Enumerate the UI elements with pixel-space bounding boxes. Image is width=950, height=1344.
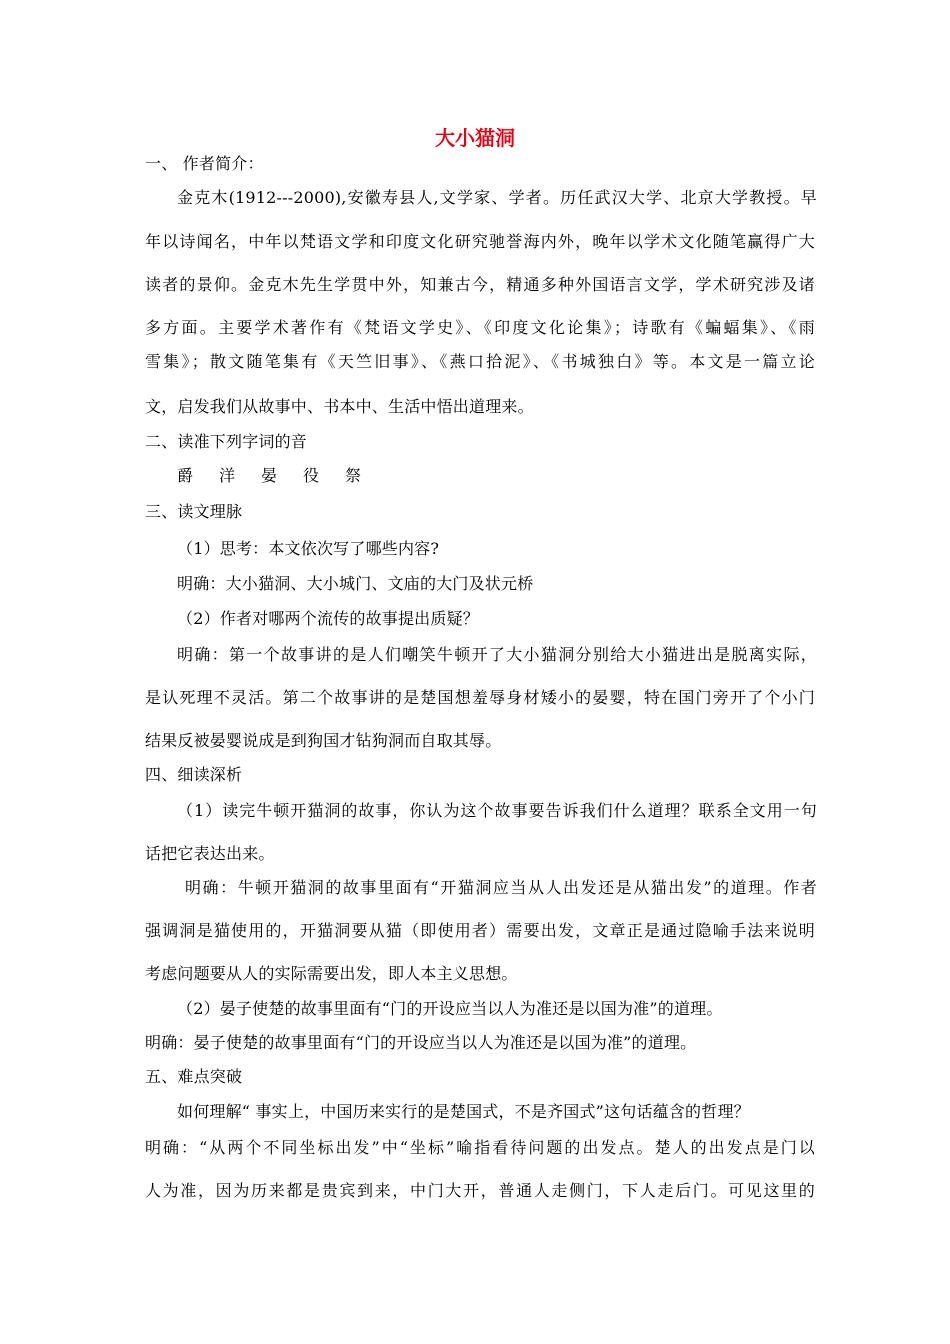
paragraph-line: 读者的景仰。金克木先生学贯中外，知兼古今，精通多种外国语言文学，学术研究涉及诸 xyxy=(145,275,815,294)
section-heading-pronunciation: 二、读准下列字词的音 xyxy=(145,432,308,451)
section-heading-author: 一、 作者简介： xyxy=(145,154,264,173)
paragraph-line: 金克木(1912---2000),安徽寿县人,文学家、学者。历任武汉大学、北京大学教授。早 xyxy=(177,188,817,207)
paragraph-line: 考虑问题要从人的实际需要出发，即人本主义思想。 xyxy=(145,964,518,983)
paragraph-line: 多方面。主要学术著作有《梵语文学史》、《印度文化论集》；诗歌有《蝙蝠集》、《雨 xyxy=(145,318,815,337)
paragraph-line: 话把它表达出来。 xyxy=(145,844,275,863)
paragraph-line: 结果反被晏婴说成是到狗国才钻狗洞而自取其辱。 xyxy=(145,731,502,750)
pronunciation-char: 晏 xyxy=(261,466,278,485)
question-line: （2）作者对哪两个流传的故事提出质疑？ xyxy=(177,609,479,628)
paragraph-line: 文，启发我们从故事中、书本中、生活中悟出道理来。 xyxy=(145,397,534,416)
question-line: （2）晏子使楚的故事里面有“门的开设应当以人为准还是以国为准”的道理。 xyxy=(177,999,723,1018)
document-title: 大小猫洞 xyxy=(435,126,515,150)
paragraph-line: 人为准，因为历来都是贵宾到来，中门大开，普通人走侧门，下人走后门。可见这里的 xyxy=(145,1181,815,1200)
pronunciation-char: 洋 xyxy=(219,466,236,485)
question-line: （1）读完牛顿开猫洞的故事，你认为这个故事要告诉我们什么道理？联系全文用一句 xyxy=(177,801,817,820)
answer-line: 明确：大小猫洞、大小城门、文庙的大门及状元桥 xyxy=(177,574,534,593)
answer-line: 明确：晏子使楚的故事里面有“门的开设应当以人为准还是以国为准”的道理。 xyxy=(145,1033,697,1052)
section-heading-structure: 三、读文理脉 xyxy=(145,502,243,521)
pronunciation-char: 爵 xyxy=(177,466,194,485)
pronunciation-char: 祭 xyxy=(345,466,362,485)
answer-line: 明确：“从两个不同坐标出发”中“坐标”喻指看待问题的出发点。楚人的出发点是门以 xyxy=(145,1138,815,1157)
answer-line: 明确：第一个故事讲的是人们嘲笑牛顿开了大小猫洞分别给大小猫进出是脱离实际， xyxy=(177,645,817,664)
paragraph-line: 雪集》；散文随笔集有《天竺旧事》、《燕口拾泥》、《书城独白》等。本文是一篇立论 xyxy=(145,352,815,371)
answer-line: 明确：牛顿开猫洞的故事里面有“开猫洞应当从人出发还是从猫出发”的道理。作者 xyxy=(185,878,817,897)
paragraph-line: 年以诗闻名，中年以梵语文学和印度文化研究驰誉海内外，晚年以学术文化随笔赢得广大 xyxy=(145,232,815,251)
pronunciation-char-list xyxy=(177,464,387,488)
question-line: 如何理解“ 事实上，中国历来实行的是楚国式，不是齐国式”这句话蕴含的哲理？ xyxy=(177,1102,750,1121)
paragraph-line: 是认死理不灵活。第二个故事讲的是楚国想羞辱身材矮小的晏婴，特在国门旁开了个小门 xyxy=(145,688,815,707)
section-heading-analysis: 四、细读深析 xyxy=(145,765,243,784)
section-heading-difficulty: 五、难点突破 xyxy=(145,1067,243,1086)
pronunciation-char: 役 xyxy=(303,466,320,485)
paragraph-line: 强调洞是猫使用的，开猫洞要从猫（即使用者）需要出发，文章正是通过隐喻手法来说明 xyxy=(145,921,815,940)
question-line: （1）思考：本文依次写了哪些内容? xyxy=(177,539,440,558)
